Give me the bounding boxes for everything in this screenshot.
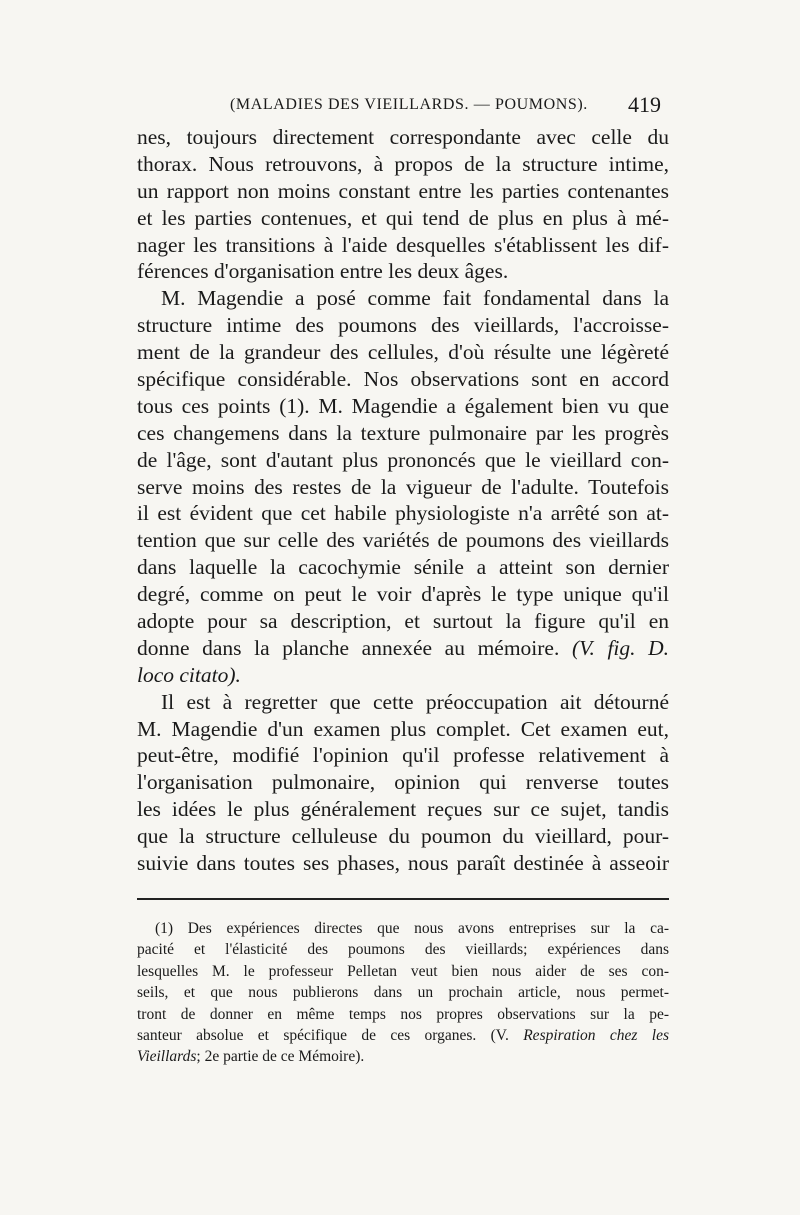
text-line (137, 635, 669, 662)
text-line (137, 662, 669, 689)
running-head: (MALADIES DES VIEILLARDS. — POUMONS). (230, 96, 588, 113)
text-line: les idées le plus généralement reçues sur ce sujet, tandis (137, 797, 669, 822)
text-line: Il est à regretter que cette préoccupation ait détourné (161, 689, 669, 714)
text-line: il est évident que cet habile physiologiste n'a arrêté son at- (137, 501, 669, 526)
footnote-reference-end: Vieillards (137, 1048, 197, 1066)
text-line: que la structure celluleuse du poumon du vieillard, pour- (137, 824, 669, 849)
footnote-rule (137, 898, 669, 900)
footnote-line: lesquelles M. le professeur Pelletan veut bien nous aider de ses con- (137, 962, 669, 980)
text-line: dans laquelle la cacochymie sénile a atteint son dernier (137, 555, 669, 580)
page-header (230, 92, 670, 122)
text-line: l'organisation pulmonaire, opinion qui renverse toutes (137, 770, 669, 795)
footnote-line: (1) Des expériences directes que nous avons entreprises sur la ca- (155, 920, 669, 937)
main-text (137, 124, 669, 877)
text-line: tention que sur celle des variétés de poumons des vieillards (137, 528, 669, 553)
text-line: de l'âge, sont d'autant plus prononcés que le vieillard con- (137, 447, 669, 472)
text-line: ment de la grandeur des cellules, d'où résulte une légèreté (137, 340, 669, 365)
text-line: suivie dans toutes ses phases, nous paraît destinée à asseoir (137, 851, 669, 876)
text-line: tous ces points (1). M. Magendie a également bien vu que (137, 393, 669, 418)
footnote-line: tront de donner en même temps nos propres observations sur la pe- (137, 1005, 669, 1023)
text-line: un rapport non moins constant entre les parties contenantes (137, 178, 669, 203)
footnote-line (137, 1025, 669, 1046)
text-line: peut-être, modifié l'opinion qu'il professe relativement à (137, 743, 669, 768)
page-number: 419 (628, 92, 661, 117)
footnote-line: pacité et l'élasticité des poumons des vieillards; expériences dans (137, 941, 669, 959)
text-line: degré, comme on peut le voir d'après le type unique qu'il (137, 582, 669, 607)
text-line: adopte pour sa description, et surtout la figure qu'il en (137, 609, 669, 634)
figure-reference: (V. fig. D. (571, 635, 669, 660)
footnote-line-main: santeur absolue et spécifique de ces organes. (V. (137, 1026, 509, 1044)
footnote-line (137, 1046, 669, 1067)
footnote (137, 918, 669, 1068)
footnote-line-end: ; 2e partie de ce Mémoire). (196, 1048, 365, 1066)
text-line: nes, toujours directement correspondante avec celle du (137, 125, 669, 149)
citation-reference: loco citato). (137, 662, 241, 687)
footnote-reference: Respiration chez les (523, 1026, 669, 1044)
text-line: structure intime des poumons des vieillards, l'accroisse- (137, 313, 669, 338)
text-line: thorax. Nous retrouvons, à propos de la structure intime, (137, 151, 669, 176)
text-line: et les parties contenues, et qui tend de plus en plus à mé- (137, 205, 669, 230)
text-line: M. Magendie a posé comme fait fondamental dans la (161, 286, 669, 311)
text-line: spécifique considérable. Nos observations sont en accord (137, 367, 669, 392)
text-line: serve moins des restes de la vigueur de l'adulte. Toutefois (137, 474, 669, 499)
text-line: nager les transitions à l'aide desquelles s'établissent les dif- (137, 232, 669, 257)
text-line: M. Magendie d'un examen plus complet. Cet examen eut, (137, 716, 669, 741)
text-line: férences d'organisation entre les deux âges. (137, 259, 509, 284)
footnote-line: seils, et que nous publierons dans un prochain article, nous permet- (137, 984, 669, 1002)
text-line-main: donne dans la planche annexée au mémoire. (137, 635, 560, 660)
text-line: ces changemens dans la texture pulmonaire par les progrès (137, 420, 669, 445)
